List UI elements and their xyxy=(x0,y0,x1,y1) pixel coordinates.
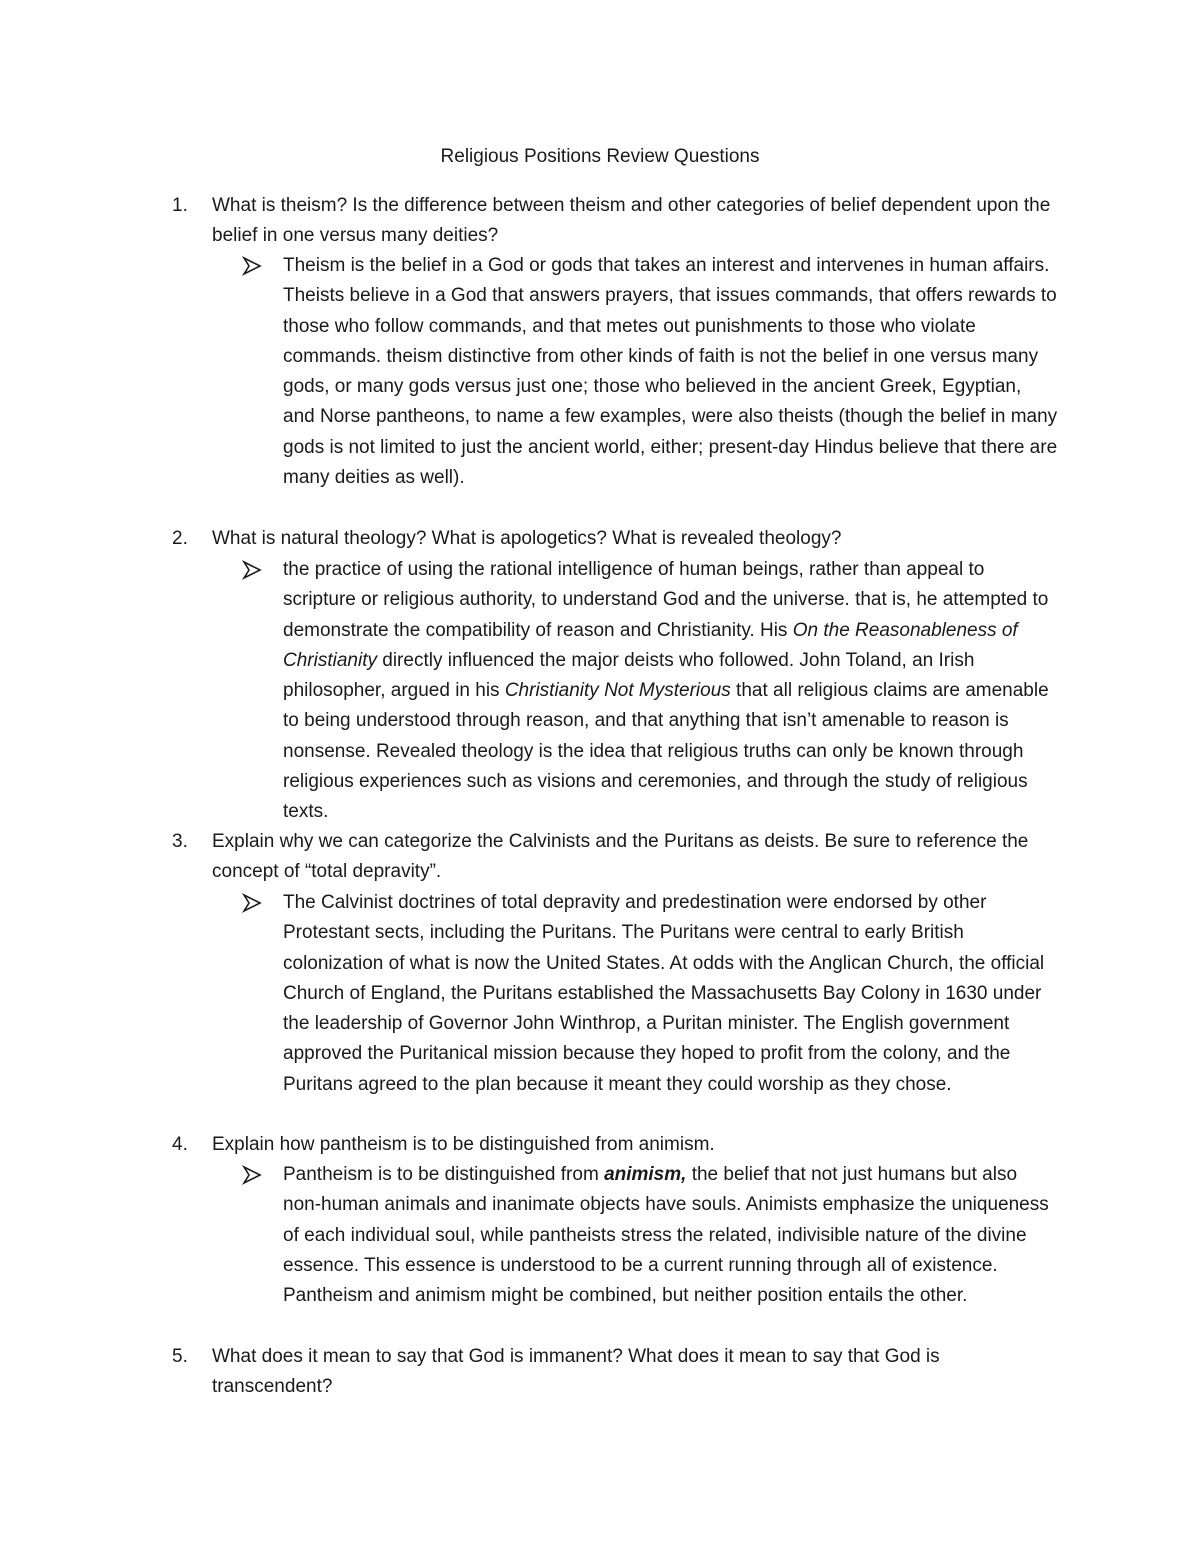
emphasized-term: animism, xyxy=(604,1164,687,1185)
question-text: What does it mean to say that God is immanent? What does it mean to say that God is transcendent? xyxy=(212,1346,940,1398)
answer-text-part: the practice of using the rational intelligence of human beings, rather than appeal to scripture or religious authority, to understand God and the universe. that is, he attempted to demonstrate the compatibility of reason and Christianity. His xyxy=(283,559,1049,641)
arrowhead-bullet-icon xyxy=(242,893,262,913)
question-text: Explain why we can categorize the Calvinists and the Puritans as deists. Be sure to reference the concept of “total depravity”. xyxy=(212,831,1029,883)
arrowhead-bullet-icon xyxy=(242,560,262,580)
book-title: Christianity Not Mysterious xyxy=(504,680,731,702)
question-number: 5. xyxy=(172,1346,188,1367)
answer-text-part: Pantheism is to be distinguished from xyxy=(283,1164,605,1185)
answer-text-part: directly influenced the major deists who followed. John Toland, an Irish philosopher, argued in his xyxy=(283,649,975,702)
question-text: Explain how pantheism is to be distinguished from animism. xyxy=(212,1134,715,1155)
answer-text xyxy=(283,1160,1058,1311)
page-title: Religious Positions Review Questions xyxy=(440,146,760,167)
arrowhead-bullet-icon xyxy=(242,256,262,276)
answer-text: The Calvinist doctrines of total depravity and predestination were endorsed by other Protestant sects, including the Puritans. The Puritans were central to early British colonization of what is now the United States. At odds with the Anglican Church, the official Church of England, the Puritans established the Massachusetts Bay Colony in 1630 under the leadership of Governor John Winthrop, a Puritan minister. The English government approved the Puritanical mission because they hoped to profit from the colony, and the Puritans agreed to the plan because it meant they could worship as they chose. xyxy=(283,892,1045,1095)
question-text: What is natural theology? What is apologetics? What is revealed theology? xyxy=(212,528,842,549)
answer-text-part: that all religious claims are amenable to being understood through reason, and that anything that isn’t amenable to reason is nonsense. Revealed theology is the idea that religious truths can only be known through religious experiences such as visions and ceremonies, and through the study of religious texts. xyxy=(283,680,1049,823)
question-number: 1. xyxy=(172,195,188,216)
answer-text-part: the belief that not just humans but also non-human animals and inanimate objects have souls. Animists emphasize the uniqueness of each individual soul, while pantheists stress the related, indivisible nature of the divine essence. This essence is understood to be a current running through all of existence. Pantheism and animism might be combined, but neither position entails the other. xyxy=(283,1164,1049,1307)
book-title: On the Reasonableness of Christianity xyxy=(283,619,1018,671)
question-number: 3. xyxy=(172,831,188,852)
answer-text: Theism is the belief in a God or gods that takes an interest and intervenes in human affairs. Theists believe in a God that answers prayers, that issues commands, that offers rewards to those who follow commands, and that metes out punishments to those who violate commands. theism distinctive from other kinds of faith is not the belief in one versus many gods, or many gods versus just one; those who believed in the ancient Greek, Egyptian, and Norse pantheons, to name a few examples, were also theists (though the belief in many gods is not limited to just the ancient world, either; present-day Hindus believe that there are many deities as well). xyxy=(283,255,1058,489)
question-number: 4. xyxy=(172,1134,188,1155)
question-number: 2. xyxy=(172,528,188,549)
question-text: What is theism? Is the difference between theism and other categories of belief dependent upon the belief in one versus many deities? xyxy=(212,195,1051,247)
arrowhead-bullet-icon xyxy=(242,1165,262,1185)
answer-text xyxy=(283,555,1058,828)
